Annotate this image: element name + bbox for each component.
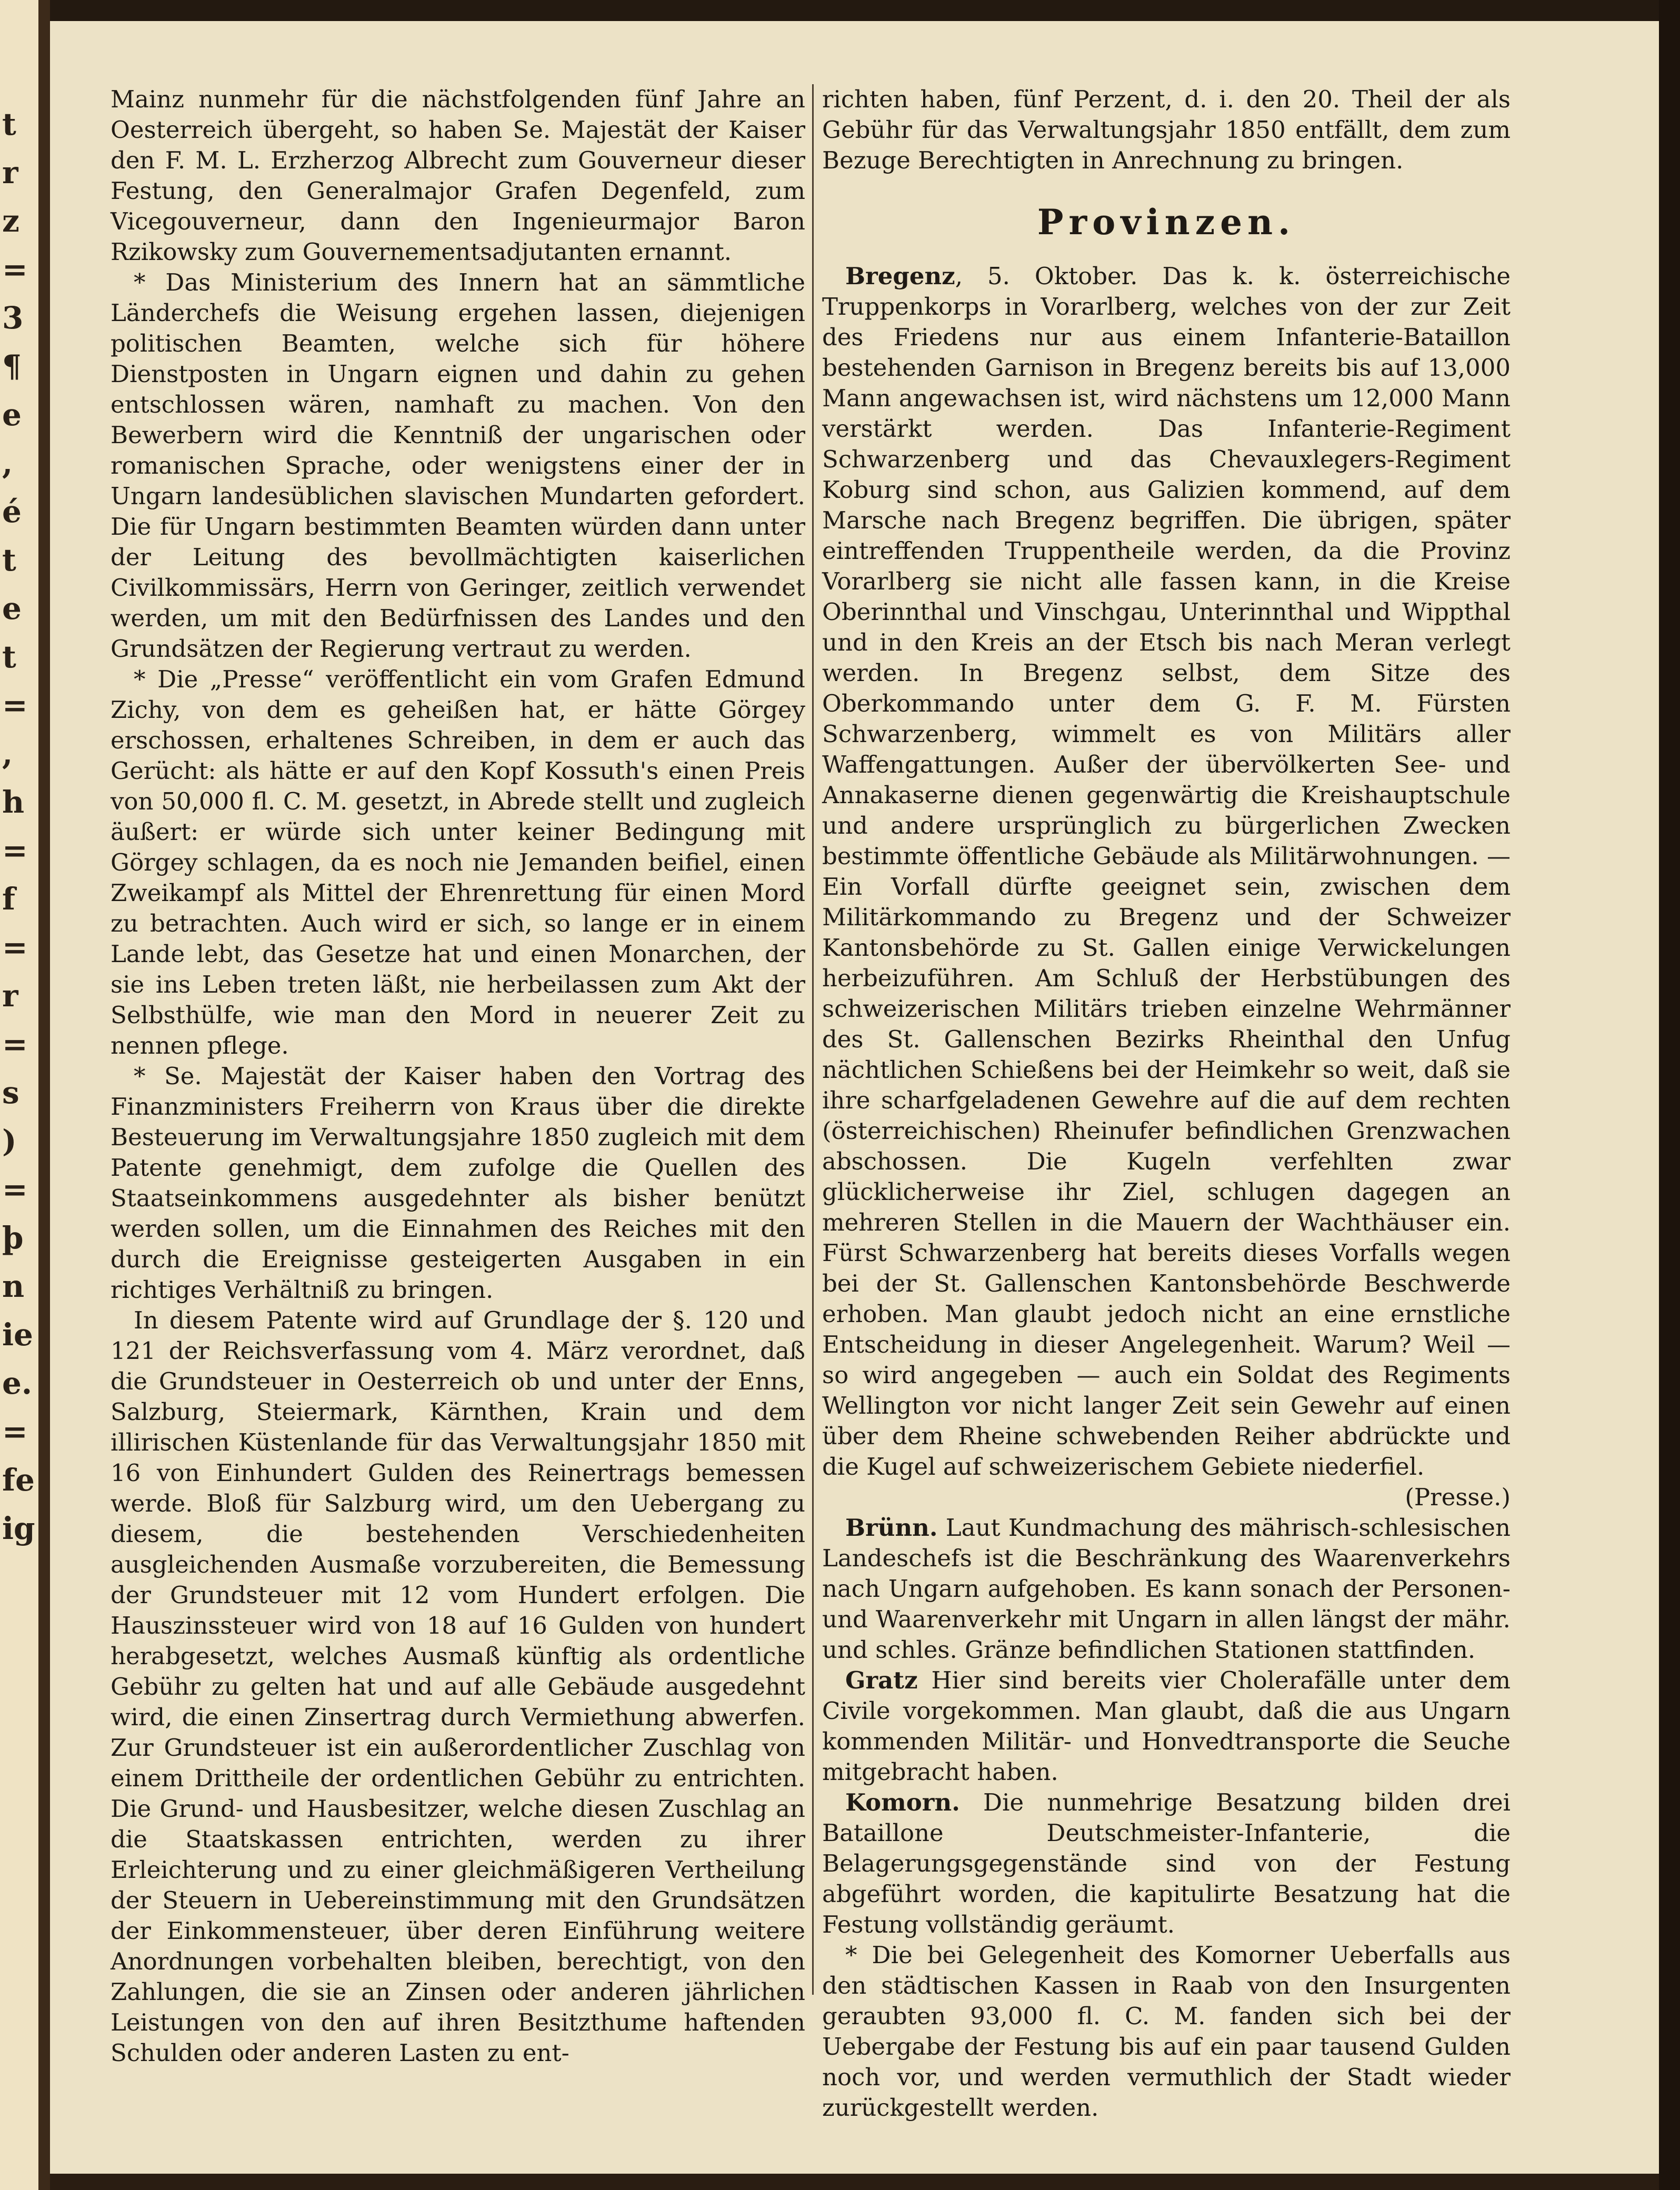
adjacent-page-fragment: é (2, 494, 22, 529)
dateline-bregenz: Bregenz (845, 262, 955, 290)
adjacent-page-fragment: e (2, 591, 22, 626)
adjacent-page-fragment: = (2, 1026, 28, 1062)
adjacent-page-fragment: = (2, 687, 28, 723)
section-heading: Provinzen. (1037, 202, 1296, 243)
adjacent-page-fragment: = (2, 1172, 28, 1207)
article-zichy-letter: * Die „Presse“ veröffentlicht ein vom Grafen Edmund Zichy, von dem es geheißen hat, er hätte Görgey erschossen, erhaltenes Schreiben, in dem er auch das Gerücht: als hätte er auf den Kopf Kossuth's einen Preis von 50,000 fl. C. M. gesetzt, in Abrede stellt und zugleich äußert: er würde sich unter keiner Bedingung mit Görgey schlagen, da es noch nie Jemanden beifiel, einen Zweikampf als Mittel der Ehrenrettung für einen Mord zu betrachten. Auch wird er sich, so lange er in einem Lande lebt, das Gesetze hat und einen Monarchen, der sie ins Leben treten läßt, nie herbeilassen zum Akt der Selbsthülfe, wie man den Mord in neuerer Zeit zu nennen pflege. (111, 665, 805, 1059)
adjacent-page-fragment: n (2, 1268, 25, 1304)
adjacent-page-fragment: , (2, 736, 13, 772)
article-bregenz (822, 261, 1511, 1513)
dateline-komorn: Komorn. (845, 1788, 960, 1816)
article-interior-ministry: * Das Ministerium des Innern hat an sämmtliche Länderchefs die Weisung ergehen lassen, diejenigen politischen Beamten, welche sich für höhere Dienstposten in Ungarn eignen und dahin zu gehen entschlossen wären, namhaft zu machen. Von den Bewerbern wird die Kenntniß der ungarischen oder romanischen Sprache, oder wenigstens einer der in Ungarn landesüblichen slavischen Mundarten gefordert. Die für Ungarn bestimmten Beamten würden dann unter der Leitung des bevollmächtigten kaiserlichen Civilkommissärs, Herrn von Geringer, zeitlich verwendet werden, um mit den Bedürfnissen des Landes und den Grundsätzen der Regierung vertraut zu werden. (111, 268, 805, 663)
adjacent-page-fragment: z (2, 203, 19, 239)
adjacent-page-fragment: ig (2, 1511, 35, 1546)
adjacent-page-fragment: e (2, 397, 22, 433)
adjacent-page-fragment: fe (2, 1462, 35, 1498)
article-tax-report: * Se. Majestät der Kaiser haben den Vortrag des Finanzministers Freiherrn von Kraus über die direkte Besteuerung im Verwaltungsjahre 1850 zugleich mit dem Patente genehmigt, dem zufolge die Quellen des Staatseinkommens ausgedehnter als bisher benützt werden sollen, um die Einnahmen des Reiches mit den durch die Ereignisse gesteigerten Ausgaben in ein richtiges Verhältniß zu bringen. (111, 1062, 805, 1304)
adjacent-page-fragment: ¶ (2, 348, 22, 384)
scan-right-edge (1659, 0, 1680, 2190)
adjacent-page-fragment: = (2, 252, 28, 287)
article-bregenz-text: , 5. Oktober. Das k. k. österreichische Truppenkorps in Vorarlberg, welches von der zur Zeit des Friedens nur aus einem Infanterie-Bataillon bestehenden Garnison in Bregenz bereits bis auf 13,000 Mann angewachsen ist, wird nächstens um 12,000 Mann verstärkt werden. Das Infanterie-Regiment Schwarzenberg und das Chevauxlegers-Regiment Koburg sind schon, aus Galizien kommend, auf dem Marsche nach Bregenz begriffen. Die übrigen, später eintreffenden Truppentheile werden, da die Provinz Vorarlberg sie nicht alle fassen kann, in die Kreise Oberinnthal und Vinschgau, Unterinnthal und Wippthal und in den Kreis an der Etsch bis nach Meran verlegt werden. In Bregenz selbst, dem Sitze des Oberkommando unter dem G. F. M. Fürsten Schwarzenberg, wimmelt es von Militärs aller Waffengattungen. Außer der übervölkerten See- und Annakaserne dienen gegenwärtig die Kreishauptschule und andere ursprünglich zu bürgerlichen Zwecken bestimmte öffentliche Gebäude als Militärwohnungen. — Ein Vorfall dürfte geeignet sein, zwischen dem Militärkommando zu Bregenz und der Schweizer Kantonsbehörde zu St. Gallen einige Verwickelungen herbeizuführen. Am Schluß der Herbstübungen des schweizerischen Militärs trieben einzelne Wehrmänner des St. Gallenschen Bezirks Rheinthal den Unfug nächtlichen Schießens bei der Heimkehr so weit, daß sie ihre scharfgeladenen Gewehre auf die auf dem rechten (österreichischen) Rheinufer befindlichen Grenzwachen abschossen. Die Kugeln verfehlten zwar glücklicherweise ihr Ziel, schlugen dagegen an mehreren Stellen in die Mauern der Wachthäuser ein. Fürst Schwarzenberg hat bereits dieses Vorfalls wegen bei der St. Gallenschen Kantonsbehörde Beschwerde erhoben. Man glaubt jedoch nicht an eine ernstliche Entscheidung in dieser Angelegenheit. Warum? Weil — so wird angegeben — auch ein Soldat des Regiments Wellington vor nicht langer Zeit sein Gewehr auf einen über dem Rheine schwebenden Reiher abdrückte und die Kugel auf schweizerischem Gebiete niederfiel. (822, 262, 1511, 1481)
column-divider (812, 84, 814, 1995)
adjacent-page-fragment: 3 (2, 300, 24, 336)
article-tax-patent-continued: richten haben, fünf Perzent, d. i. den 20. Theil der als Gebühr für das Verwaltungsjahr 1850 entfällt, dem zum Bezuge Berechtigten in Anrechnung zu bringen. (822, 85, 1511, 174)
left-column (111, 84, 805, 2068)
adjacent-page-strip (0, 0, 50, 2190)
adjacent-page-fragment: s (2, 1075, 19, 1111)
article-albrecht-governor: Mainz nunmehr für die nächstfolgenden fünf Jahre an Oesterreich übergeht, so haben Se. Majestät der Kaiser den F. M. L. Erzherzog Albrecht zum Gouverneur dieser Festung, den Generalmajor Grafen Degenfeld, zum Vicegouverneur, dann den Ingenieurmajor Baron Rzikowsky zum Gouvernementsadjutanten ernannt. (111, 85, 805, 266)
adjacent-page-fragment: = (2, 929, 28, 965)
article-komorn-funds: * Die bei Gelegenheit des Komorner Ueberfalls aus den städtischen Kassen in Raab von den Insurgenten geraubten 93,000 fl. C. M. fanden sich bei der Uebergabe der Festung bis auf ein paar tausend Gulden noch vor, und werden vermuthlich der Stadt wieder zurückgestellt werden. (822, 1941, 1511, 2122)
adjacent-page-fragment: r (2, 978, 18, 1014)
dateline-gratz: Gratz (845, 1666, 918, 1694)
article-gratz-text: Hier sind bereits vier Cholerafälle unter dem Civile vorgekommen. Man glaubt, daß die aus Ungarn kommenden Militär- und Honvedtransporte die Seuche mitgebracht haben. (822, 1666, 1511, 1786)
article-komorn-text: Die nunmehrige Besatzung bilden drei Bataillone Deutschmeister-Infanterie, die Belagerungsgegenstände sind von der Festung abgeführt worden, die kapitulirte Besatzung hat die Festung vollständig geräumt. (822, 1788, 1511, 1938)
adjacent-page-fragment: r (2, 155, 18, 191)
adjacent-page-text (2, 100, 34, 1553)
adjacent-page-fragment: t (2, 639, 16, 675)
article-bruenn (822, 1513, 1511, 1665)
article-tax-patent: In diesem Patente wird auf Grundlage der §. 120 und 121 der Reichsverfassung vom 4. März verordnet, daß die Grundsteuer in Oesterreich ob und unter der Enns, Salzburg, Steiermark, Kärnthen, Krain und dem illirischen Küstenlande für das Verwaltungsjahr 1850 mit 16 von Einhundert Gulden des Reinertrags bemessen werde. Bloß für Salzburg wird, um den Uebergang zu diesem, die bestehenden Verschiedenheiten ausgleichenden Ausmaße vorzubereiten, die Bemessung der Grundsteuer mit 12 vom Hundert erfolgen. Die Hauszinssteuer wird von 18 auf 16 Gulden von hundert herabgesetzt, welches Ausmaß künftig als ordentliche Gebühr zu gelten hat und auf alle Gebäude ausgedehnt wird, die einen Zinsertrag durch Vermiethung abwerfen. Zur Grundsteuer ist ein außerordentlicher Zuschlag von einem Drittheile der ordentlichen Gebühr zu entrichten. Die Grund- und Hausbesitzer, welche diesen Zuschlag an die Staatskassen entrichten, werden zu ihrer Erleichterung und zu einer gleichmäßigeren Vertheilung der Steuern in Uebereinstimmung mit den Grundsätzen der Einkommensteuer, über deren Einführung weitere Anordnungen vorbehalten bleiben, berechtigt, von den Zahlungen, die sie an Zinsen oder anderen jährlichen Leistungen von den auf ihren Besitzthume haftenden Schulden oder anderen Lasten zu ent- (111, 1306, 805, 2067)
adjacent-page-fragment: e. (2, 1365, 33, 1401)
adjacent-page-fragment: = (2, 1414, 28, 1449)
adjacent-page-fragment: t (2, 106, 16, 142)
adjacent-page-fragment: = (2, 833, 28, 868)
adjacent-page-fragment: ) (2, 1123, 17, 1159)
adjacent-page-fragment: ie (2, 1317, 33, 1353)
adjacent-page-fragment: f (2, 881, 15, 917)
adjacent-page-fragment: h (2, 784, 25, 820)
article-bruenn-text: Laut Kundmachung des mährisch-schlesischen Landeschefs ist die Beschränkung des Waarenverkehrs nach Ungarn aufgehoben. Es kann sonach der Personen- und Waarenverkehr mit Ungarn in allen längst der mähr. und schles. Gränze befindlichen Stationen stattfinden. (822, 1514, 1511, 1664)
article-komorn (822, 1787, 1511, 1940)
adjacent-page-fragment: t (2, 542, 16, 578)
dateline-bruenn: Brünn. (845, 1514, 938, 1542)
source-credit: (Presse.) (1405, 1483, 1511, 1511)
book-gutter (38, 0, 50, 2190)
adjacent-page-fragment: þ (2, 1220, 24, 1256)
article-gratz (822, 1665, 1511, 1787)
right-column (822, 84, 1511, 2123)
adjacent-page-fragment: , (2, 445, 13, 481)
